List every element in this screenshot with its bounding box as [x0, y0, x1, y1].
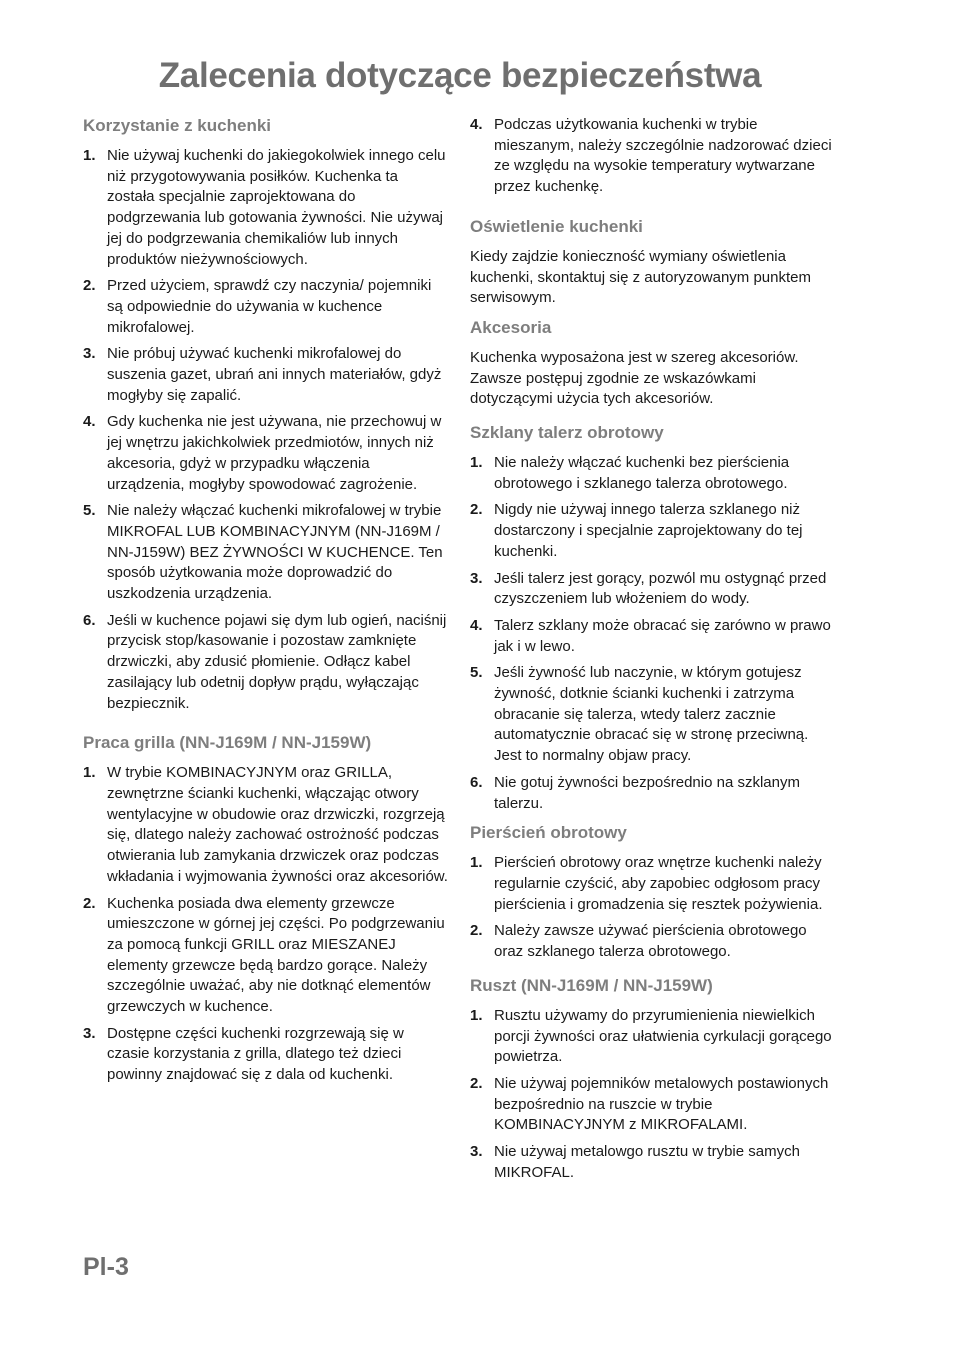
item-text: Nie używaj metalowgo rusztu w trybie samych MIKROFAL. — [494, 1143, 800, 1181]
heading-akcesoria: Akcesoria — [470, 317, 552, 337]
item-text: Nie należy włączać kuchenki mikrofalowej w trybie MIKROFAL LUB KOMBINACYJNYM (NN-J169M / NN-J159W) BEZ ŻYWNOŚCI W KUCHENCE. Ten sposób użytkowania może doprowadzić do uszkodzenia urządzenia. — [107, 502, 443, 603]
list-ruszt — [470, 1006, 836, 1184]
paragraph-akcesoria: Kuchenka wyposażona jest w szereg akcesoriów. Zawsze postępuj zgodnie ze wskazówkami dotyczącymi użycia tych akcesoriów. — [470, 348, 799, 408]
item-number: 2. — [83, 277, 96, 295]
list-item — [83, 344, 449, 406]
list-item — [83, 1024, 449, 1086]
item-text: Przed użyciem, sprawdź czy naczynia/ pojemniki są odpowiednie do używania w kuchence mikrofalowej. — [107, 277, 432, 336]
item-text: Podczas użytkowania kuchenki w trybie mieszanym, należy szczególnie nadzorować dzieci ze względu na wysokie temperatury wytwarzane przez kuchenkę. — [494, 116, 832, 196]
item-number: 3. — [470, 569, 483, 587]
list-item — [83, 146, 449, 270]
item-number: 3. — [470, 1143, 483, 1161]
heading-korzystanie: Korzystanie z kuchenki — [83, 116, 272, 135]
item-number: 3. — [83, 1024, 96, 1042]
item-text: Kuchenka posiada dwa elementy grzewcze umieszczone w górnej jej części. Po podgrzewaniu za pomocą funkcji GRILL oraz MIESZANEJ elementy grzewcze będą bardzo gorące. Należy szczególnie uważać, aby nie dotknąć elementów grzewczych w kuchence. — [107, 894, 445, 1016]
heading-pierscien: Pierścień obrotowy — [470, 823, 627, 843]
item-number: 1. — [83, 764, 96, 782]
list-item — [470, 773, 836, 814]
item-text: Nie używaj kuchenki do jakiegokolwiek innego celu niż przygotowywania posiłków. Kuchenka ta została specjalnie zaprojektowana do podgrzewania lub gotowania żywności. Nie używaj jej do podgrzewania chemikaliów lub innych produktów nieżywnościowych. — [107, 147, 446, 268]
right-column — [470, 115, 836, 1189]
list-praca-grilla — [83, 763, 449, 1086]
item-text: Nie próbuj używać kuchenki mikrofalowej do suszenia gazet, ubrań ani innych materiałów, gdyż mogłyby się zapalić. — [107, 345, 442, 404]
item-number: 2. — [470, 922, 483, 940]
item-text: Jeśli w kuchence pojawi się dym lub ogień, naciśnij przycisk stop/kasowanie i pozostaw zamknięte drzwiczki, aby zdusić płomienie. Odłącz kabel zasilający lub odetnij dopływ prądu, wyłączając bezpiecznik. — [107, 611, 447, 712]
heading-szklany-talerz: Szklany talerz obrotowy — [470, 423, 664, 443]
page-number: Pl-3 — [83, 1253, 129, 1281]
item-text: Jeśli żywność lub naczynie, w którym gotujesz żywność, dotknie ścianki kuchenki i zatrzyma obracanie się talerza, wtedy talerz zacznie automatycznie obracać się w stronę przeciwną. Jest to normalny objaw pracy. — [494, 664, 809, 765]
item-number: 1. — [470, 854, 483, 872]
item-number: 2. — [470, 501, 483, 519]
list-item — [470, 921, 836, 962]
heading-ruszt: Ruszt (NN-J169M / NN-J159W) — [470, 975, 713, 995]
left-column — [83, 115, 449, 1092]
item-text: W trybie KOMBINACYJNYM oraz GRILLA, zewnętrzne ścianki kuchenki, włączając otwory wentylacyjne w obudowie oraz drzwiczki, rozgrzeją się, dlatego należy zachować ostrożność podczas otwierania lub zamykania drzwiczek oraz podczas wkładania i wyjmowania żywności oraz akcesoriów. — [107, 764, 448, 885]
item-text: Nie gotuj żywności bezpośrednio na szklanym talerzu. — [494, 773, 800, 812]
list-item — [470, 1074, 836, 1136]
item-number: 5. — [83, 502, 96, 520]
item-number: 2. — [83, 894, 96, 912]
page-title: Zalecenia dotyczące bezpieczeństwa — [158, 56, 762, 95]
list-praca-grilla-continued — [470, 115, 836, 198]
item-number: 4. — [470, 616, 483, 634]
list-item — [83, 894, 449, 1018]
heading-oswietlenie: Oświetlenie kuchenki — [470, 216, 643, 236]
item-number: 5. — [470, 664, 483, 682]
item-number: 6. — [83, 611, 96, 629]
list-item — [470, 453, 836, 494]
list-item — [470, 853, 836, 915]
item-number: 6. — [470, 773, 483, 791]
list-szklany-talerz — [470, 453, 836, 814]
list-item — [470, 500, 836, 562]
list-item — [470, 663, 836, 767]
list-item — [83, 412, 449, 495]
item-number: 1. — [470, 1006, 483, 1024]
heading-praca-grilla: Praca grilla (NN-J169M / NN-J159W) — [83, 733, 372, 753]
list-item — [83, 501, 449, 605]
list-item — [83, 763, 449, 887]
item-text: Należy zawsze używać pierścienia obrotowego oraz szklanego talerza obrotowego. — [494, 922, 807, 961]
item-text: Nigdy nie używaj innego talerza szklanego niż dostarczony i specjalnie zaprojektowany do tej kuchenki. — [494, 501, 803, 560]
list-item — [83, 276, 449, 338]
item-text: Talerz szklany może obracać się zarówno w prawo jak i w lewo. — [494, 616, 831, 655]
list-item — [83, 611, 449, 715]
item-number: 3. — [83, 345, 96, 363]
item-text: Dostępne części kuchenki rozgrzewają się w czasie korzystania z grilla, dlatego też dzieci powinny znajdować się z dala od kuchenki. — [107, 1024, 404, 1084]
item-number: 4. — [83, 413, 96, 431]
item-number: 1. — [83, 147, 96, 164]
list-item — [470, 1142, 836, 1183]
item-text: Pierścień obrotowy oraz wnętrze kuchenki należy regularnie czyścić, aby zapobiec odgłosom pracy pierścienia i gromadzenia się resztek pożywienia. — [494, 854, 823, 913]
item-number: 2. — [470, 1074, 483, 1092]
item-text: Nie używaj pojemników metalowych postawionych bezpośrednio na ruszcie w trybie KOMBINACYJNYM z MIKROFALAMI. — [494, 1074, 829, 1134]
item-number: 1. — [470, 454, 483, 472]
item-text: Jeśli talerz jest gorący, pozwól mu ostygnąć przed czyszczeniem lub włożeniem do wody. — [494, 569, 827, 608]
list-item — [470, 616, 836, 657]
list-korzystanie — [83, 146, 449, 714]
item-text: Rusztu używamy do przyrumienienia niewielkich porcji żywności oraz ułatwienia cyrkulacji gorącego powietrza. — [494, 1006, 832, 1066]
item-text: Gdy kuchenka nie jest używana, nie przechowuj w jej wnętrzu jakichkolwiek przedmiotów, innych niż akcesoria, gdyż w przypadku włączenia urządzenia, mogłyby spowodować zagrożenie. — [107, 413, 442, 493]
list-item — [470, 1006, 836, 1068]
paragraph-oswietlenie: Kiedy zajdzie konieczność wymiany oświetlenia kuchenki, skontaktuj się z autoryzowanym punktem serwisowym. — [470, 247, 811, 307]
list-item — [470, 569, 836, 610]
list-pierscien — [470, 853, 836, 963]
item-text: Nie należy włączać kuchenki bez pierścienia obrotowego i szklanego talerza obrotowego. — [494, 454, 790, 492]
list-item — [470, 115, 836, 198]
item-number: 4. — [470, 116, 483, 133]
